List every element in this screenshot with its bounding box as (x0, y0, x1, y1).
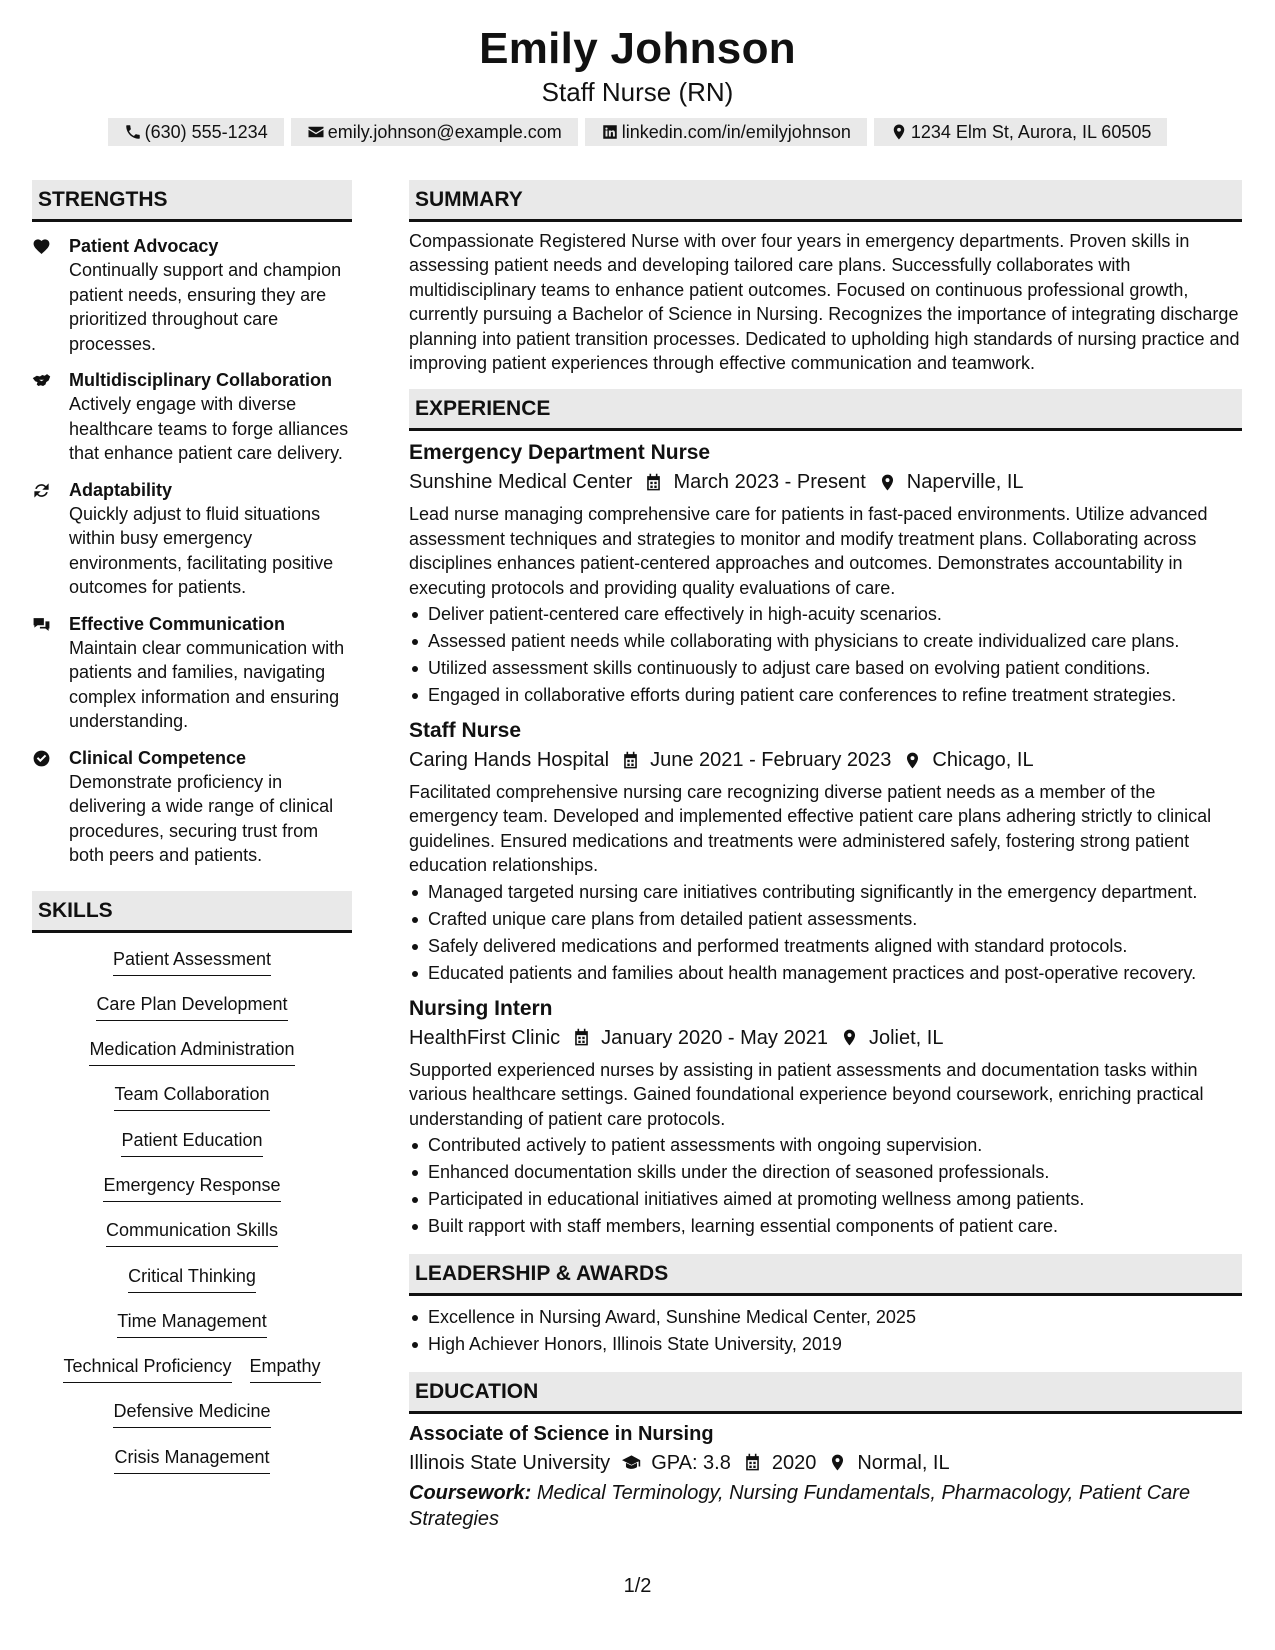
skill-tag: Defensive Medicine (113, 1399, 270, 1428)
map-pin-icon (840, 1028, 859, 1047)
bullet-item: Built rapport with staff members, learning essential components of patient care. (409, 1213, 1242, 1240)
strength-item (32, 478, 352, 600)
skill-tag: Team Collaboration (114, 1082, 269, 1111)
heart-icon (32, 237, 51, 256)
contact-email-text: emily.johnson@example.com (327, 122, 562, 142)
job-title: Staff Nurse (RN) (541, 77, 734, 107)
map-pin-icon (903, 751, 922, 770)
bullet-item: Utilized assessment skills continuously to adjust care based on evolving patient conditions. (409, 655, 1242, 682)
degree-title: Associate of Science in Nursing (409, 1422, 714, 1445)
skill-tag: Care Plan Development (96, 992, 287, 1021)
strength-item (32, 746, 352, 868)
bullet-item: Enhanced documentation skills under the direction of seasoned professionals. (409, 1159, 1242, 1186)
strength-description: Quickly adjust to fluid situations within busy emergency environments, facilitating positive outcomes for patients. (69, 503, 334, 597)
strength-title: Effective Communication (69, 613, 286, 634)
strength-description: Demonstrate proficiency in delivering a wide range of clinical procedures, securing trust from both peers and patients. (69, 771, 334, 865)
strength-description: Actively engage with diverse healthcare teams to forge alliances that enhance patient care delivery. (69, 394, 349, 463)
skill-tag: Crisis Management (114, 1445, 269, 1474)
contact-phone-text: (630) 555-1234 (144, 122, 268, 142)
job-description: Facilitated comprehensive nursing care recognizing diverse patient needs as a member of the emergency team. Developed and implemented effective patient care plans adhering strictly to clinical guidelines. Ensured medications and treatments were administered safely, fostering strong patient education relationships. (409, 782, 1212, 876)
education-heading: EDUCATION (409, 1372, 1242, 1414)
coursework (409, 1480, 1242, 1532)
contact-bar (0, 118, 1275, 146)
comments-icon (32, 615, 51, 634)
job-description: Lead nurse managing comprehensive care for patients in fast-paced environments. Utilize advanced assessment techniques and strategies to monitor and modify treatment plans. Collaborating across disciplines enhances patient-centered approaches and outcomes. Demonstrates accountability in executing protocols and providing quality evaluations of care. (409, 504, 1208, 598)
envelope-icon (307, 123, 325, 141)
gpa: GPA: 3.8 (651, 1451, 731, 1474)
contact-email[interactable] (291, 118, 578, 146)
bullet-item: Managed targeted nursing care initiatives contributing significantly in the emergency department. (409, 879, 1242, 906)
job-meta (409, 745, 1242, 775)
calendar-icon (621, 751, 640, 770)
skill-tag: Technical Proficiency (63, 1354, 231, 1383)
graduation-year: 2020 (771, 1451, 817, 1474)
job-company: Sunshine Medical Center (409, 471, 633, 494)
job-dates: June 2021 - February 2023 (650, 749, 892, 772)
school-name: Illinois State University (409, 1451, 611, 1474)
job-bullets (409, 879, 1242, 987)
calendar-icon (644, 473, 663, 492)
bullet-item: Safely delivered medications and performed treatments aligned with standard protocols. (409, 933, 1242, 960)
education-meta (409, 1448, 1242, 1478)
strength-item (32, 612, 352, 734)
bullet-item: Crafted unique care plans from detailed patient assessments. (409, 906, 1242, 933)
skills-list (32, 947, 352, 1491)
skills-heading: SKILLS (32, 891, 352, 933)
bullet-item: Assessed patient needs while collaborating with physicians to create individualized care plans. (409, 628, 1242, 655)
bullet-item: Deliver patient-centered care effectively in high-acuity scenarios. (409, 601, 1242, 628)
strength-description: Continually support and champion patient needs, ensuring they are prioritized throughout care processes. (69, 260, 342, 354)
skill-tag: Emergency Response (103, 1173, 280, 1202)
linkedin-icon (601, 123, 619, 141)
job-entry (409, 717, 1242, 987)
award-item: High Achiever Honors, Illinois State University, 2019 (409, 1331, 1242, 1358)
experience-heading: EXPERIENCE (409, 389, 1242, 431)
bullet-item: Engaged in collaborative efforts during patient care conferences to refine treatment strategies. (409, 682, 1242, 709)
skill-tag: Critical Thinking (128, 1264, 256, 1293)
handshake-icon (32, 371, 51, 390)
job-location: Chicago, IL (932, 749, 1034, 772)
map-pin-icon (890, 123, 908, 141)
job-meta (409, 467, 1242, 497)
job-position: Nursing Intern (409, 996, 553, 1020)
job-company: Caring Hands Hospital (409, 749, 610, 772)
contact-phone[interactable] (108, 118, 284, 146)
right-column (409, 180, 1242, 1532)
phone-icon (124, 123, 142, 141)
coursework-list: Medical Terminology, Nursing Fundamentals, Pharmacology, Patient Care Strategies (409, 1481, 1191, 1530)
job-company: HealthFirst Clinic (409, 1026, 561, 1049)
resume-header (0, 0, 1275, 146)
refresh-icon (32, 481, 51, 500)
skill-tag: Patient Education (121, 1128, 262, 1157)
strength-item (32, 234, 352, 356)
graduation-cap-icon (622, 1453, 641, 1472)
skill-tag: Communication Skills (106, 1218, 278, 1247)
skill-tag: Empathy (250, 1354, 321, 1383)
job-meta (409, 1023, 1242, 1053)
candidate-name: Emily Johnson (479, 24, 796, 73)
job-location: Joliet, IL (868, 1026, 944, 1049)
page-number: 1/2 (623, 1575, 652, 1597)
job-entry (409, 439, 1242, 709)
skill-tag: Medication Administration (89, 1037, 294, 1066)
bullet-item: Participated in educational initiatives aimed at promoting wellness among patients. (409, 1186, 1242, 1213)
map-pin-icon (878, 473, 897, 492)
job-bullets (409, 1132, 1242, 1240)
contact-linkedin-text: linkedin.com/in/emilyjohnson (621, 122, 851, 142)
map-pin-icon (828, 1453, 847, 1472)
skill-tag: Patient Assessment (113, 947, 271, 976)
school-location: Normal, IL (857, 1451, 950, 1474)
skill-tag: Time Management (117, 1309, 266, 1338)
contact-address-text: 1234 Elm St, Aurora, IL 60505 (910, 122, 1152, 142)
job-dates: March 2023 - Present (673, 471, 866, 494)
calendar-icon (572, 1028, 591, 1047)
job-bullets (409, 601, 1242, 709)
strength-item (32, 368, 352, 466)
strength-title: Clinical Competence (69, 747, 247, 768)
job-position: Staff Nurse (409, 719, 522, 743)
calendar-icon (743, 1453, 762, 1472)
strength-title: Adaptability (69, 479, 173, 500)
strength-title: Multidisciplinary Collaboration (69, 370, 333, 390)
awards-heading: LEADERSHIP & AWARDS (409, 1254, 1242, 1296)
check-circle-icon (32, 749, 51, 768)
left-column (32, 180, 352, 1490)
award-item: Excellence in Nursing Award, Sunshine Medical Center, 2025 (409, 1304, 1242, 1331)
job-location: Naperville, IL (906, 471, 1024, 494)
coursework-label: Coursework: (409, 1481, 532, 1504)
strengths-heading: STRENGTHS (32, 180, 352, 222)
summary-text: Compassionate Registered Nurse with over four years in emergency departments. Proven skills in assessing patient needs and developing tailored care plans. Successfully collaborates with multidisciplinary teams to enhance patient outcomes. Focused on continuous professional growth, currently pursuing a Bachelor of Science in Nursing. Recognizes the importance of integrating discharge planning into patient transition processes. Dedicated to upholding high standards of nursing practice and improving patient experiences through effective communication and teamwork. (409, 231, 1240, 374)
bullet-item: Educated patients and families about health management practices and post-operative recovery. (409, 960, 1242, 987)
contact-address (874, 118, 1168, 146)
job-description: Supported experienced nurses by assisting in patient assessments and documentation tasks within various healthcare settings. Gained foundational experience beyond coursework, enriching practical understanding of patient care protocols. (409, 1059, 1204, 1129)
summary-heading: SUMMARY (409, 180, 1242, 222)
job-dates: January 2020 - May 2021 (601, 1026, 828, 1049)
bullet-item: Contributed actively to patient assessments with ongoing supervision. (409, 1132, 1242, 1159)
strength-description: Maintain clear communication with patients and families, navigating complex information and ensuring understanding. (69, 637, 345, 731)
contact-linkedin[interactable] (585, 118, 867, 146)
job-entry (409, 995, 1242, 1240)
awards-list (409, 1304, 1242, 1358)
job-position: Emergency Department Nurse (409, 441, 711, 465)
strength-title: Patient Advocacy (69, 236, 219, 256)
